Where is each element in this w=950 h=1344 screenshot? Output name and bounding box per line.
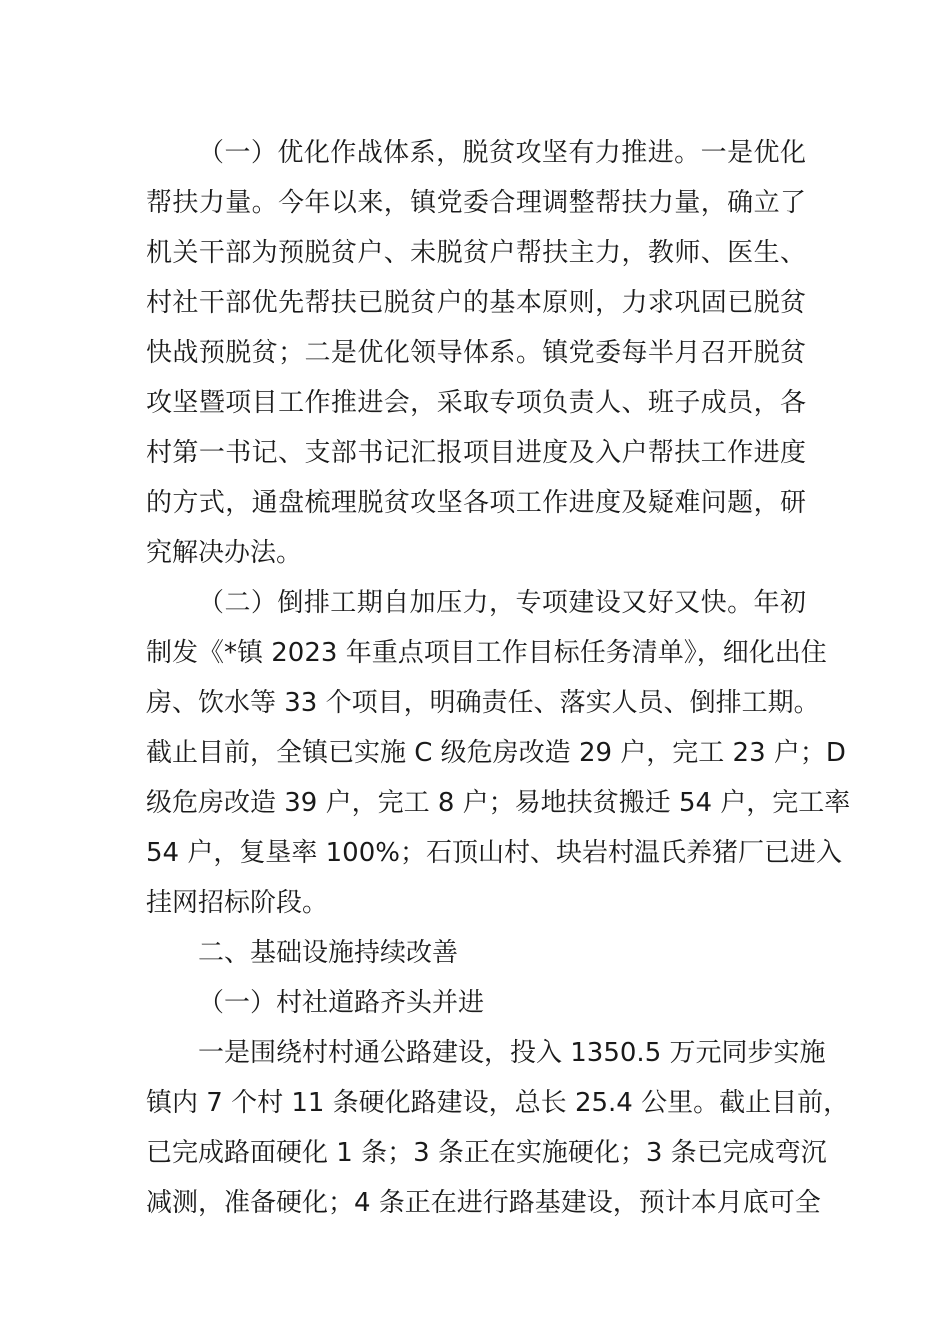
text-line: 究解决办法。: [146, 538, 303, 568]
text-line: 快战预脱贫；二是优化领导体系。镇党委每半月召开脱贫: [146, 338, 806, 368]
section-heading: 二、基础设施持续改善: [198, 938, 459, 968]
subsection-heading: （一）村社道路齐头并进: [198, 988, 485, 1018]
text-line: 挂网招标阶段。: [146, 888, 329, 918]
text-line: 已完成路面硬化 1 条；3 条正在实施硬化；3 条已完成弯沉: [146, 1138, 827, 1168]
text-line: 截止目前，全镇已实施 C 级危房改造 29 户，完工 23 户；D: [146, 738, 846, 768]
text-line: （一）优化作战体系，脱贫攻坚有力推进。一是优化: [198, 138, 806, 168]
text-line: 帮扶力量。今年以来，镇党委合理调整帮扶力量，确立了: [146, 188, 806, 218]
text-line: 54 户，复垦率 100%；石顶山村、块岩村温氏养猪厂已进入: [146, 838, 842, 868]
text-line: 房、饮水等 33 个项目，明确责任、落实人员、倒排工期。: [146, 688, 820, 718]
text-line: 减测，准备硬化；4 条正在进行路基建设，预计本月底可全: [146, 1188, 821, 1218]
text-line: 村第一书记、支部书记汇报项目进度及入户帮扶工作进度: [146, 438, 806, 468]
text-line: 的方式，通盘梳理脱贫攻坚各项工作进度及疑难问题，研: [146, 488, 806, 518]
text-line: 镇内 7 个村 11 条硬化路建设，总长 25.4 公里。截止目前，: [146, 1088, 850, 1118]
text-line: 机关干部为预脱贫户、未脱贫户帮扶主力，教师、医生、: [146, 238, 806, 268]
text-line: 村社干部优先帮扶已脱贫户的基本原则，力求巩固已脱贫: [146, 288, 806, 318]
text-line: 攻坚暨项目工作推进会，采取专项负责人、班子成员，各: [146, 388, 806, 418]
text-line: 制发《*镇 2023 年重点项目工作目标任务清单》，细化出住: [146, 638, 827, 668]
text-line: 一是围绕村村通公路建设，投入 1350.5 万元同步实施: [198, 1038, 826, 1068]
text-line: （二）倒排工期自加压力，专项建设又好又快。年初: [198, 588, 806, 618]
text-line: 级危房改造 39 户，完工 8 户；易地扶贫搬迁 54 户，完工率: [146, 788, 851, 818]
